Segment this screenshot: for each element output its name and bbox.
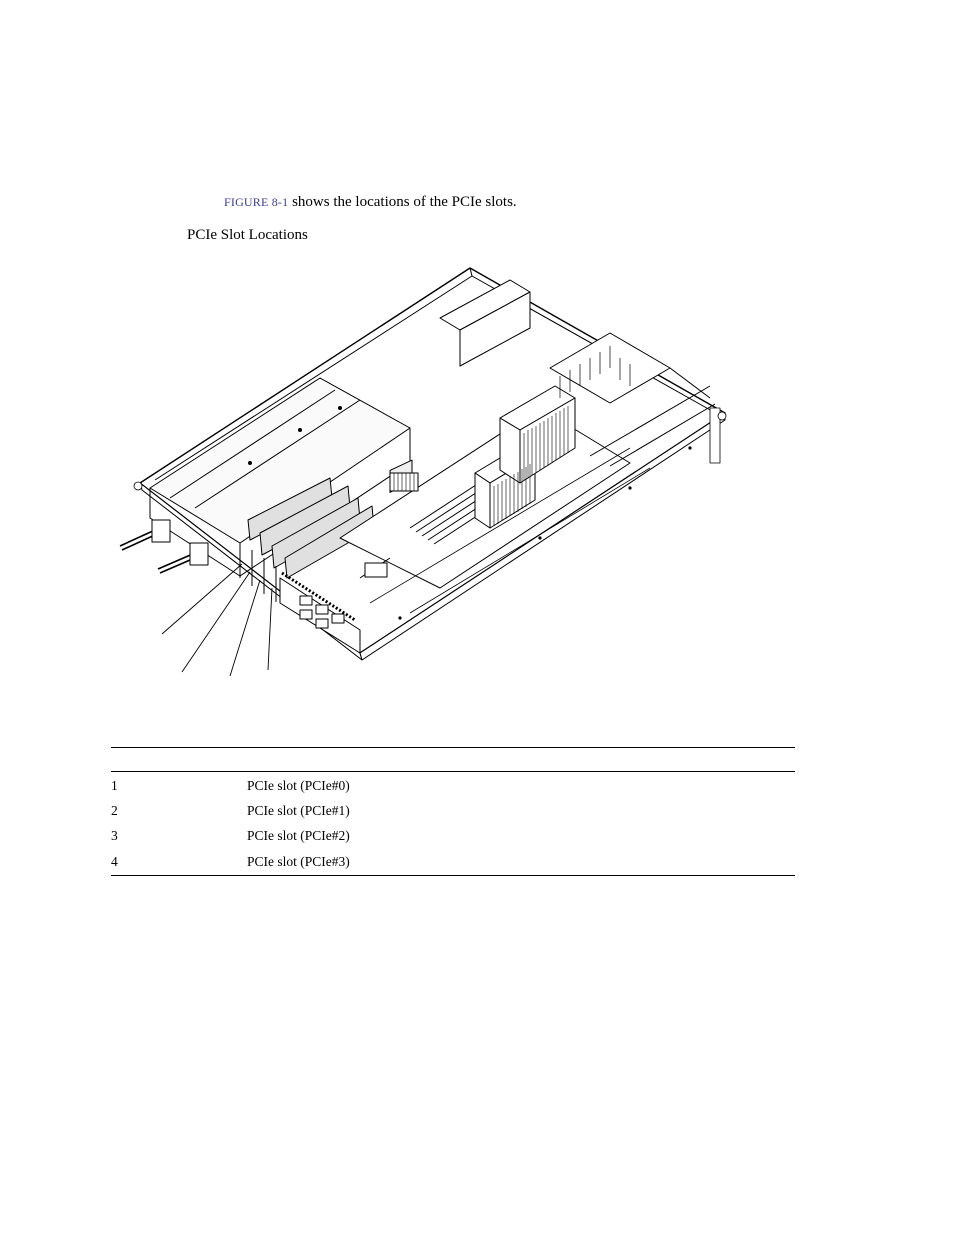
row-description: PCIe slot (PCIe#2) <box>247 828 350 843</box>
figure-caption: PCIe Slot Locations <box>187 227 308 243</box>
row-number: 1 <box>111 778 118 793</box>
table-row <box>111 825 795 847</box>
row-description: PCIe slot (PCIe#0) <box>247 778 350 793</box>
table-top-rule <box>111 747 795 748</box>
figure-reference-link[interactable]: FIGURE 8-1 <box>224 195 289 209</box>
row-description: PCIe slot (PCIe#1) <box>247 803 350 818</box>
callout-leaders <box>162 564 272 676</box>
intro-text: shows the locations of the PCIe slots. <box>288 194 517 210</box>
row-description: PCIe slot (PCIe#3) <box>247 854 350 869</box>
intro-sentence <box>224 192 517 212</box>
table-bottom-rule <box>111 875 795 876</box>
row-number: 3 <box>111 828 118 843</box>
table-row <box>111 775 795 797</box>
row-number: 4 <box>111 854 118 869</box>
server-chassis-illustration <box>110 258 750 688</box>
table-row <box>111 851 795 873</box>
row-number: 2 <box>111 803 118 818</box>
table-header-rule <box>111 771 795 772</box>
table-row <box>111 800 795 822</box>
